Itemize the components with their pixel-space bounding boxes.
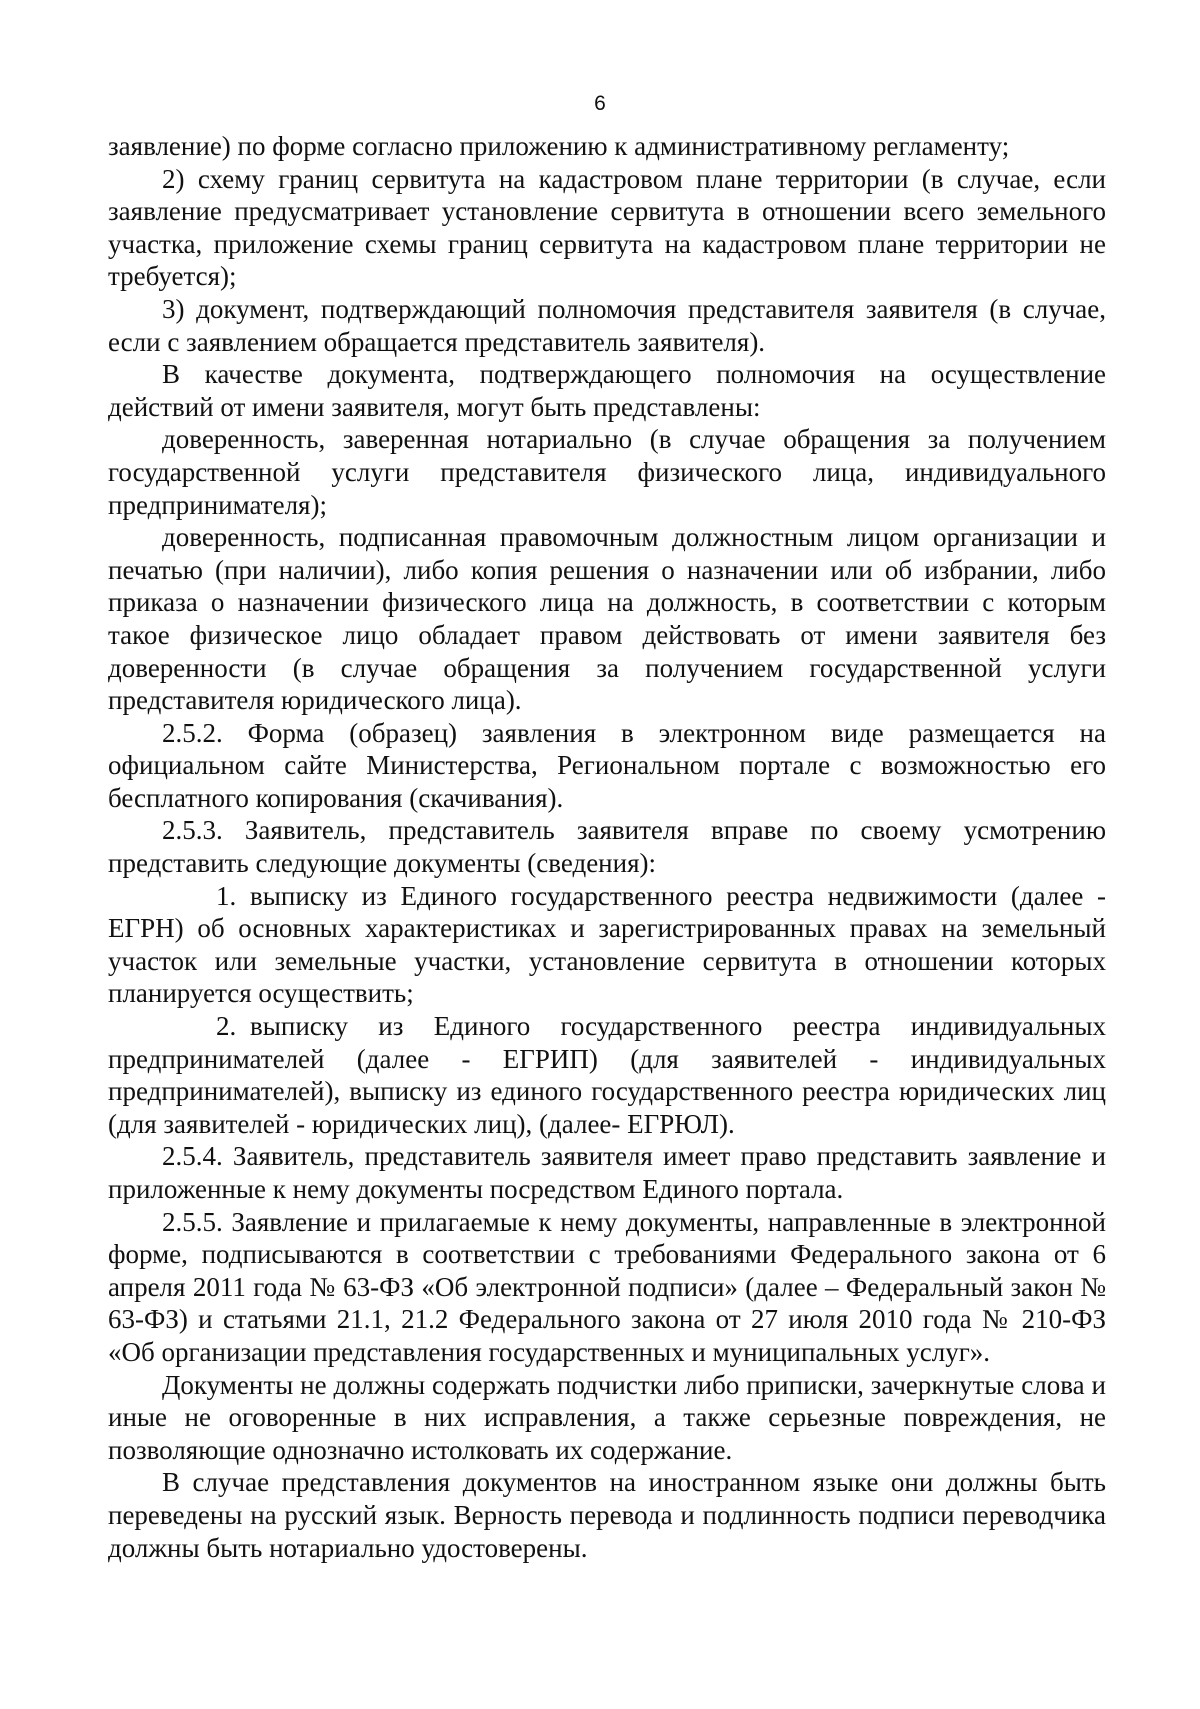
paragraph-authority-documents: В качестве документа, подтверждающего полномочия на осуществление действий от имени заявителя, могут быть представлены: xyxy=(108,359,1106,422)
paragraph-2-5-5: 2.5.5. Заявление и прилагаемые к нему документы, направленные в электронной форме, подписываются в соответствии с требованиями Федерального закона от 6 апреля 2011 года № 63-ФЗ «Об электронной подписи» (далее – Федеральный закон № 63-ФЗ) и статьями 21.1, 21.2 Федерального закона от 27 июля 2010 года № 210-ФЗ «Об организации представления государственных и муниципальных услуг». xyxy=(108,1206,1106,1367)
numbered-item-2 xyxy=(108,1010,1106,1140)
numbered-item-2-number: 2. xyxy=(216,1011,237,1042)
page-number: 6 xyxy=(594,92,606,115)
paragraph-no-corrections: Документы не должны содержать подчистки либо приписки, зачеркнутые слова и иные не оговоренные в них исправления, а также серьезные повреждения, не позволяющие однозначно истолковать их содержание. xyxy=(108,1369,1106,1465)
paragraph-representative-document: 3) документ, подтверждающий полномочия представителя заявителя (в случае, если с заявлением обращается представитель заявителя). xyxy=(108,293,1106,357)
paragraph-notarized-power-of-attorney: доверенность, заверенная нотариально (в случае обращения за получением государственной услуги представителя физического лица, индивидуального предпринимателя); xyxy=(108,424,1106,520)
document-body xyxy=(108,130,1106,1564)
paragraph-signed-power-of-attorney: доверенность, подписанная правомочным должностным лицом организации и печатью (при наличии), либо копия решения о назначении или об избрании, либо приказа о назначении физического лица на должность, в соответствии с которым такое физическое лицо обладает правом действовать от имени заявителя без доверенности (в случае обращения за получением государственной услуги представителя юридического лица). xyxy=(108,522,1106,716)
paragraph-foreign-language: В случае представления документов на иностранном языке они должны быть переведены на русский язык. Верность перевода и подлинность подписи переводчика должны быть нотариально удостоверены. xyxy=(108,1467,1106,1563)
paragraph-2-5-3: 2.5.3. Заявитель, представитель заявителя вправе по своему усмотрению представить следующие документы (сведения): xyxy=(108,815,1106,879)
numbered-item-1-number: 1. xyxy=(216,880,237,911)
numbered-item-1-text: выписку из Единого государственного реестра недвижимости (далее - ЕГРН) об основных характеристиках и зарегистрированных правах на земельный участок или земельные участки, установление сервитута в отношении которых планируется осуществить; xyxy=(108,880,1106,1009)
paragraph-easement-scheme: 2) схему границ сервитута на кадастровом плане территории (в случае, если заявление предусматривает установление сервитута в отношении всего земельного участка, приложение схемы границ сервитута на кадастровом плане территории не требуется); xyxy=(108,163,1106,292)
paragraph-application-form: заявление) по форме согласно приложению к административному регламенту; xyxy=(108,131,1010,161)
numbered-item-2-text: выписку из Единого государственного реестра индивидуальных предпринимателей (далее - ЕГРИП) (для заявителей - индивидуальных предпринимателей), выписку из единого государственного реестра юридических лиц (для заявителей - юридических лиц), (далее- ЕГРЮЛ). xyxy=(108,1011,1106,1139)
paragraph-2-5-4: 2.5.4. Заявитель, представитель заявителя имеет право представить заявление и приложенные к нему документы посредством Единого портала. xyxy=(108,1141,1106,1204)
paragraph-2-5-2: 2.5.2. Форма (образец) заявления в электронном виде размещается на официальном сайте Министерства, Региональном портале с возможностью его бесплатного копирования (скачивания). xyxy=(108,717,1106,813)
numbered-item-1 xyxy=(108,880,1106,1010)
